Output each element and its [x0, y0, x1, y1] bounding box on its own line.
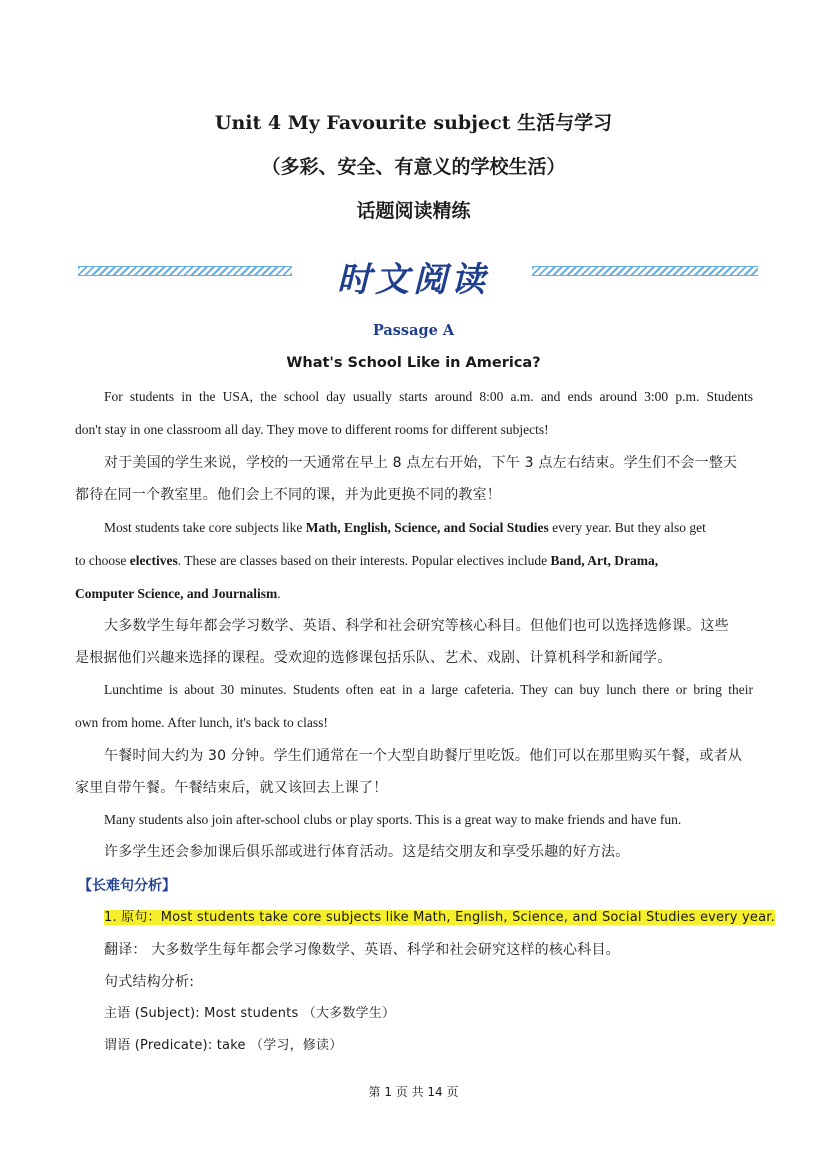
p1-cn-line-2: 都待在同一个教室里。他们会上不同的课，并为此更换不同的教室！ — [75, 487, 501, 503]
analysis-item-1 — [104, 908, 775, 927]
p3-cn-line-1: 午餐时间大约为 30 分钟。学生们通常在一个大型自助餐厅里吃饭。他们可以在那里购买午餐，或者从 — [104, 748, 743, 764]
analysis-heading: 【长难句分析】 — [78, 878, 176, 894]
title-line-3: 话题阅读精练 — [356, 200, 471, 222]
title-line-2: （多彩、安全、有意义的学校生活） — [261, 156, 566, 178]
banner-stripe-left — [78, 266, 292, 276]
p4-cn-line-1: 许多学生还会参加课后俱乐部或进行体育活动。这是结交朋友和享受乐趣的好方法。 — [104, 844, 630, 860]
banner-title: 时文阅读 — [337, 260, 489, 300]
p1-cn-line-1: 对于美国的学生来说，学校的一天通常在早上 8 点左右开始，下午 3 点左右结束。学生们不会一整天 — [104, 455, 738, 471]
analysis-subject: 主语 (Subject): Most students （大多数学生） — [104, 1006, 396, 1021]
p2-en-line-1: Most students take core subjects like Math, English, Science, and Social Studies every year. But they also get — [104, 520, 706, 535]
section-banner — [76, 256, 760, 300]
passage-label: Passage A — [372, 322, 455, 339]
p2-en-line-3: Computer Science, and Journalism. — [75, 586, 281, 601]
p3-cn-line-2: 家里自带午餐。午餐结束后，就又该回去上课了！ — [75, 780, 388, 796]
p2-cn-line-1: 大多数学生每年都会学习数学、英语、科学和社会研究等核心科目。但他们也可以选择选修课。这些 — [104, 618, 729, 634]
banner-stripe-right — [532, 266, 758, 276]
analysis-structure: 句式结构分析: — [104, 974, 195, 990]
p1-en-line-2: don't stay in one classroom all day. They move to different rooms for different subjects! — [75, 422, 549, 437]
p3-en-line-1: Lunchtime is about 30 minutes. Students often eat in a large cafeteria. They can buy lunch there or bring their — [104, 682, 753, 697]
p4-en-line-1: Many students also join after-school clubs or play sports. This is a great way to make friends and have fun. — [104, 812, 682, 827]
page-number: 第 1 页 共 14 页 — [368, 1085, 459, 1099]
title-line-1: Unit 4 My Favourite subject 生活与学习 — [214, 112, 613, 134]
p2-cn-line-2: 是根据他们兴趣来选择的课程。受欢迎的选修课包括乐队、艺术、戏剧、计算机科学和新闻学。 — [75, 650, 672, 666]
p2-en-line-2: to choose electives. These are classes based on their interests. Popular electives include Band, Art, Drama, — [75, 553, 659, 568]
passage-title: What's School Like in America? — [286, 355, 541, 371]
analysis-predicate: 谓语 (Predicate): take （学习，修读） — [104, 1038, 343, 1053]
p3-en-line-2: own from home. After lunch, it's back to class! — [75, 715, 328, 730]
highlighted-sentence: 1. 原句：Most students take core subjects like Math, English, Science, and Social Studies every year. — [104, 910, 775, 925]
analysis-translation: 翻译： 大多数学生每年都会学习像数学、英语、科学和社会研究这样的核心科目。 — [104, 942, 620, 958]
p1-en-line-1: For students in the USA, the school day usually starts around 8:00 a.m. and ends around 3:00 p.m. Students — [104, 389, 753, 404]
